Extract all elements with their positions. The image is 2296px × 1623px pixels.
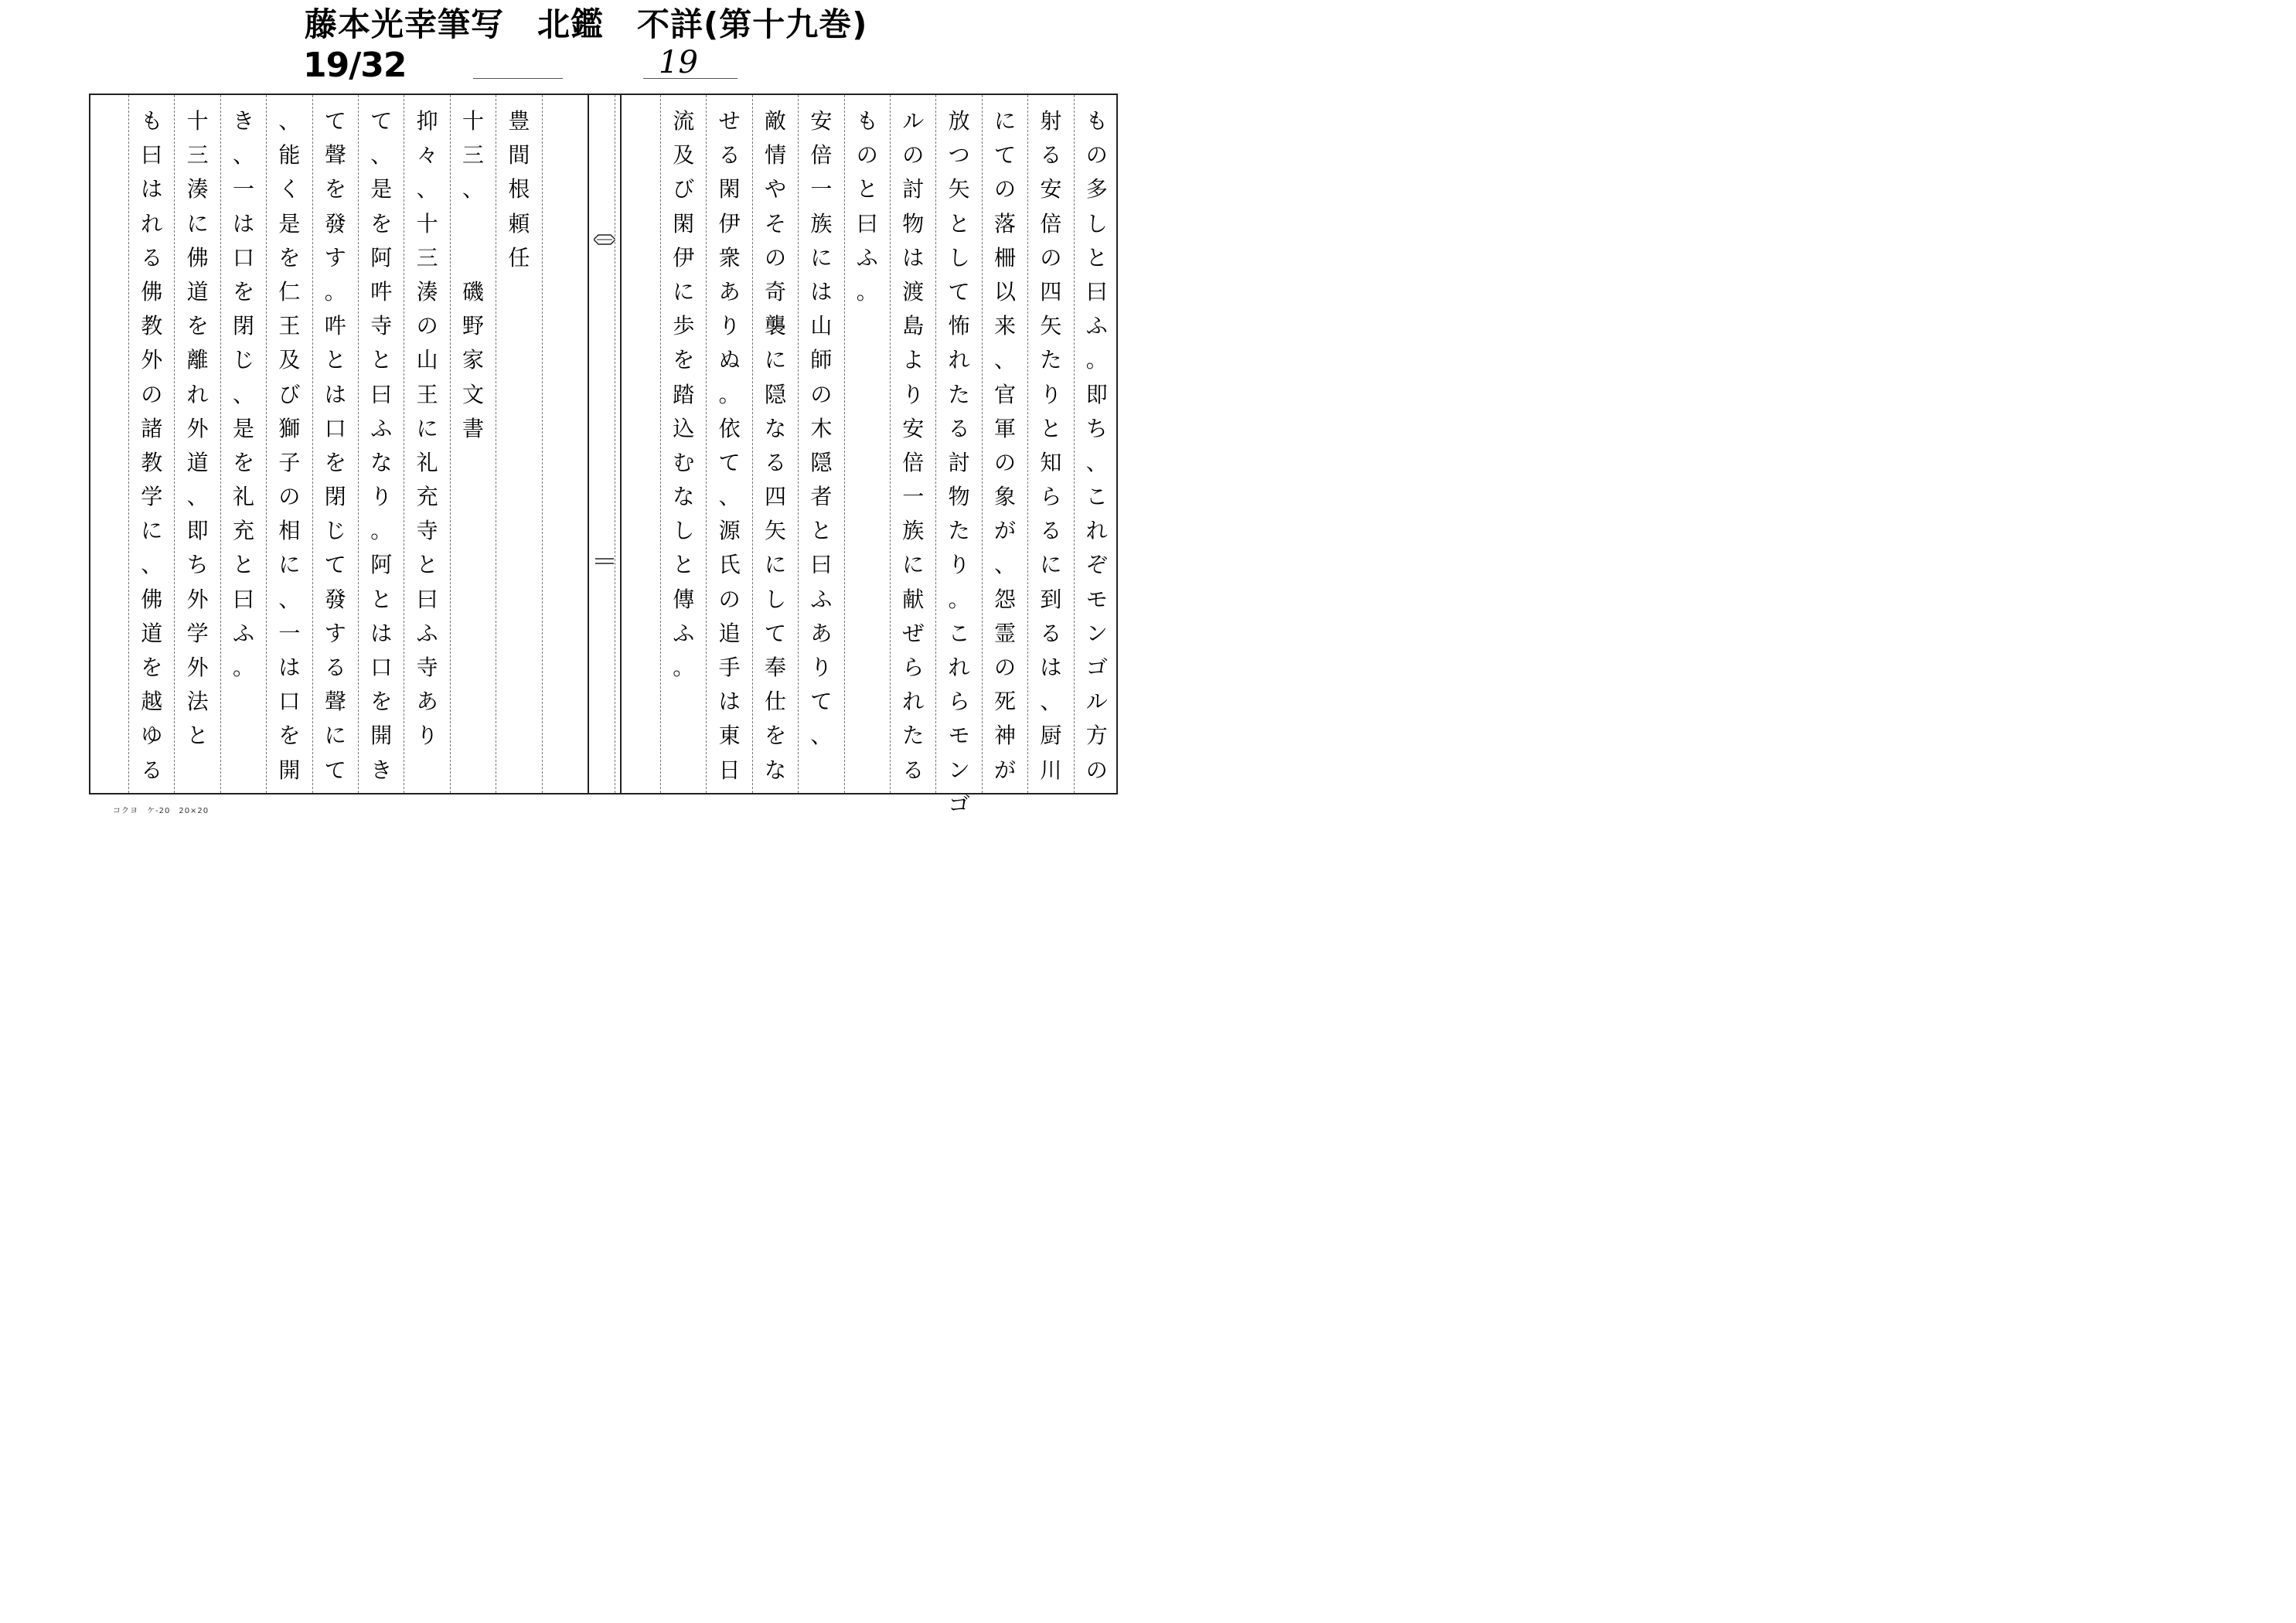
column-text: 十 三 湊 に 佛 道 を 離 れ 外 道 、 即 ち 外 学 外 法 と xyxy=(186,108,209,749)
text-column xyxy=(174,95,220,793)
text-column xyxy=(615,95,660,793)
column-text: 、 能 く 是 を 仁 王 及 び 獅 子 の 相 に 、 一 は 口 を 開 xyxy=(278,108,301,783)
column-text: 抑 々 、 十 三 湊 の 山 王 に 礼 充 寺 と 曰 ふ 寺 あ り xyxy=(416,108,438,749)
text-column xyxy=(798,95,843,793)
paper-imprint: コクヨ ケ-20 20×20 xyxy=(113,807,210,815)
column-text: も 曰 は れ る 佛 教 外 の 諸 教 学 に 、 佛 道 を 越 ゆ る xyxy=(141,108,163,783)
text-column xyxy=(542,95,588,793)
text-column xyxy=(266,95,312,793)
column-text: も の 多 し と 曰 ふ 。 即 ち 、 こ れ ぞ モ ン ゴ ル 方 の xyxy=(1085,108,1108,783)
text-column xyxy=(404,95,449,793)
gutter-ornament-top xyxy=(594,234,615,245)
text-column xyxy=(660,95,706,793)
column-text: き 、 一 は 口 を 閉 じ 、 是 を 礼 充 と 曰 ふ 。 xyxy=(232,108,254,680)
gutter-ornament-bottom xyxy=(594,556,615,567)
page-count: 19/32 xyxy=(303,46,407,85)
text-column xyxy=(450,95,496,793)
text-column xyxy=(312,95,358,793)
text-column xyxy=(890,95,935,793)
column-text: 射 る 安 倍 の 四 矢 た り と 知 ら る に 到 る は 、 厨 川 xyxy=(1040,108,1062,783)
column-text: に て の 落 柵 以 来 、 官 軍 の 象 が 、 怨 霊 の 死 神 が xyxy=(993,108,1016,783)
text-column xyxy=(1074,95,1119,793)
column-text: 敵 情 や そ の 奇 襲 に 隠 な る 四 矢 に し て 奉 仕 を な xyxy=(764,108,786,783)
text-column xyxy=(844,95,890,793)
column-text: せ る 閑 伊 衆 あ り ぬ 。 依 て 、 源 氏 の 追 手 は 東 日 xyxy=(718,108,741,783)
column-text: 流 及 び 閑 伊 に 歩 を 踏 込 む な し と 傳 ふ 。 xyxy=(673,108,695,680)
text-column xyxy=(496,95,541,793)
column-text: 放 つ 矢 と し て 怖 れ た る 討 物 た り 。 こ れ ら モ ン ゴ xyxy=(948,108,970,817)
column-text: も の と 曰 ふ 。 xyxy=(856,108,878,305)
text-column xyxy=(220,95,266,793)
column-text: て 、 是 を 阿 吽 寺 と 曰 ふ な り 。 阿 と は 口 を 開 き xyxy=(370,108,393,783)
text-column xyxy=(128,95,174,793)
page-number: 19 xyxy=(659,45,698,80)
title-underline-right xyxy=(643,78,738,79)
column-text: 豊 間 根 頼 任 xyxy=(508,108,530,270)
text-column xyxy=(752,95,798,793)
title-underline-left xyxy=(473,78,563,79)
column-text: て 聲 を 發 す 。 吽 と は 口 を 閉 じ て 發 す る 聲 に て xyxy=(324,108,346,783)
text-column xyxy=(358,95,404,793)
column-text: ル の 討 物 は 渡 島 よ り 安 倍 一 族 に 献 ぜ ら れ た る xyxy=(902,108,925,783)
document-title: 藤本光幸筆写 北鑑 不詳(第十九巻) xyxy=(305,5,868,43)
text-column xyxy=(1027,95,1073,793)
text-column xyxy=(982,95,1027,793)
text-column xyxy=(935,95,981,817)
column-text: 安 倍 一 族 に は 山 師 の 木 隠 者 と 曰 ふ あ り て 、 xyxy=(810,108,833,749)
text-column xyxy=(706,95,751,793)
column-text: 十 三 、 磯 野 家 文 書 xyxy=(462,108,484,441)
